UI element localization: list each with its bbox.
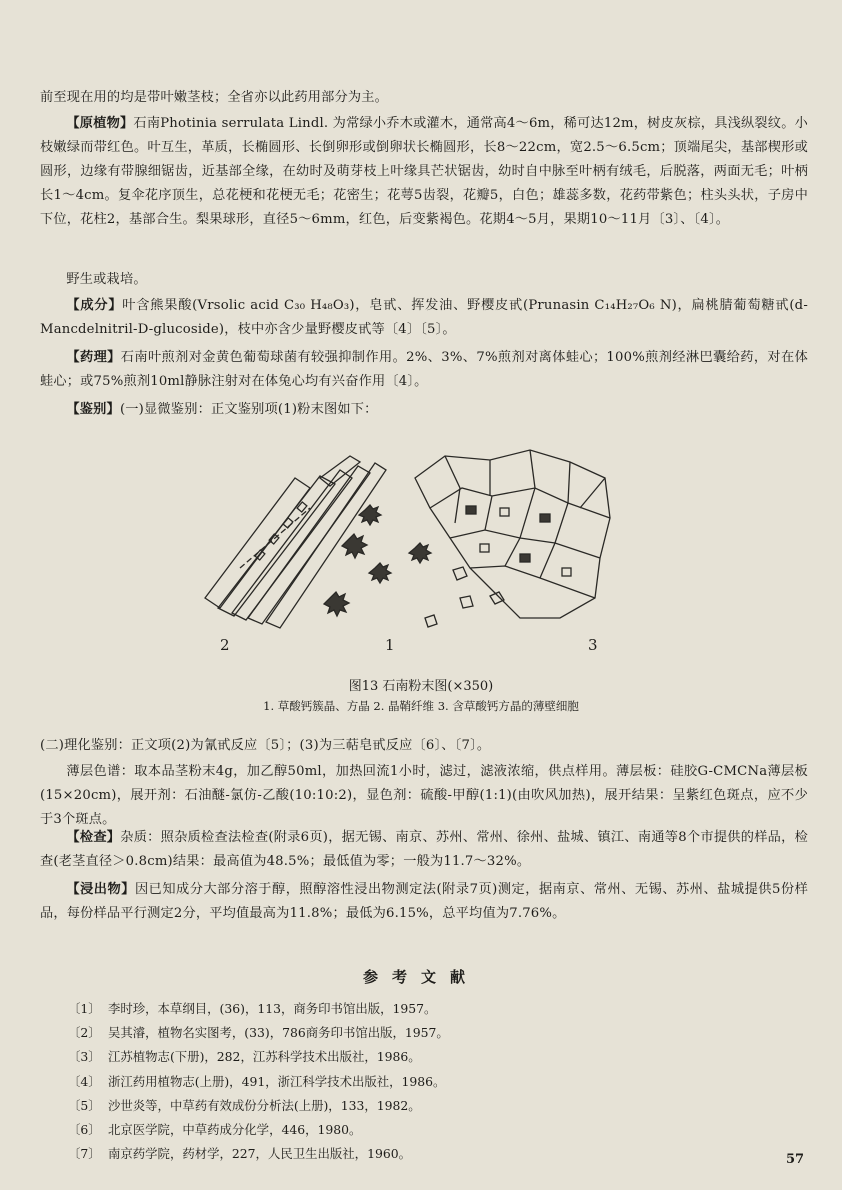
- pharmacology-section: [40, 346, 808, 394]
- figure-label-crystals: 1: [385, 636, 395, 654]
- reference-item: 〔5〕 沙世炎等，中草药有效成份分析法(上册)，133，1982。: [68, 1097, 421, 1113]
- pharmacology-label: 【药理】: [66, 350, 121, 365]
- components-section: [40, 294, 808, 342]
- reference-item: 〔3〕 江苏植物志(下册)，282，江苏科学技术出版社，1986。: [68, 1049, 421, 1065]
- figure-subcaption: 1. 草酸钙簇晶、方晶 2. 晶鞘纤维 3. 含草酸钙方晶的薄壁细胞: [263, 699, 579, 713]
- references-list: [68, 997, 768, 1166]
- reference-item: 〔1〕 李时珍，本草纲目，(36)，113，商务印书馆出版，1957。: [68, 1001, 437, 1016]
- inspection-section: [40, 826, 808, 874]
- extract-section: [40, 878, 808, 926]
- identification-text: (一)显微鉴别：正文鉴别项(1)粉末图如下：: [119, 402, 378, 417]
- components-label: 【成分】: [66, 298, 123, 313]
- reference-item: 〔2〕 吴其濬，植物名实图考，(33)，786商务印书馆出版，1957。: [68, 1025, 449, 1041]
- chemical-identification: (二)理化鉴别：正文项(2)为氰甙反应〔5〕；(3)为三萜皂甙反应〔6〕、〔7〕。: [40, 738, 491, 753]
- habitat-paragraph: 野生或栽培。: [66, 272, 147, 287]
- parenchyma-cells: [415, 450, 610, 618]
- reference-item: 〔6〕 北京医学院，中草药成分化学，446，1980。: [68, 1122, 362, 1138]
- figure-label-fiber: 2: [220, 636, 230, 654]
- inspection-text: 杂质：照杂质检查法检查(附录6页)，据无锡、南京、苏州、常州、徐州、盐城、镇江、南通等8个市提供的样品，检查(老茎直径＞0.8cm)结果：最高值为48.5%；最低值为零；一般为11.7～32%。: [40, 830, 808, 869]
- extract-text: 因已知成分大部分溶于醇，照醇溶性浸出物测定法(附录7页)测定，据南京、常州、无锡、苏州、盐城提供5份样品，每份样品平行测定2分，平均值最高为11.8%；最低为6.15%，总平均值为7.76%。: [40, 882, 808, 921]
- page-number: 57: [786, 1152, 805, 1167]
- tlc-paragraph: 薄层色谱：取本品茎粉末4g，加乙醇50ml，加热回流1小时，滤过，滤液浓缩，供点样用。薄层板：硅胶G-CMCNa薄层板(15×20cm)，展开剂：石油醚-氯仿-乙酸(10:10:2)，显色剂：硫酸-甲醇(1:1)(由吹风加热)，展开结果：呈紫红色斑点，应不少于3个斑点。: [40, 764, 808, 827]
- original-plant-label: 【原植物】: [66, 116, 134, 131]
- reference-item: 〔4〕 浙江药用植物志(上册)，491，浙江科学技术出版社，1986。: [68, 1073, 446, 1089]
- figure-caption: 图13 石南粉末图(×350): [348, 679, 494, 694]
- components-text: 叶含熊果酸(Vrsolic acid C₃₀ H₄₈O₃)，皂甙、挥发油、野樱皮甙(Prunasin C₁₄H₂₇O₆ N)，扁桃腈葡萄糖甙(d-Mancdelnitril-D-glucoside)，枝中亦含少量野樱皮甙等〔4〕〔5〕。: [40, 298, 808, 337]
- original-plant-section: [40, 112, 808, 232]
- identification-label: 【鉴别】: [66, 402, 120, 417]
- figure-label-cells: 3: [588, 636, 598, 654]
- reference-item: 〔7〕 南京药学院，药材学，227，人民卫生出版社，1960。: [68, 1146, 411, 1162]
- original-plant-text: 石南Photinia serrulata Lindl. 为常绿小乔木或灌木，通常高4～6m，稀可达12m，树皮灰棕，具浅纵裂纹。小枝嫩绿而带红色。叶互生，革质，长椭圆形、长倒卵形或倒卵状长椭圆形，长8～22cm，宽2.5～6.5cm；顶端尾尖，基部楔形或圆形，边缘有带腺细锯齿，近基部全缘，在幼时及萌芽枝上叶缘具芒状锯齿，幼时自中脉至叶柄有绒毛，后脱落，两面无毛；叶柄长1～4cm。复伞花序顶生，总花梗和花梗无毛；花密生；花萼5齿裂，花瓣5，白色；雄蕊多数，花药带紫色；柱头头状，子房中下位，花柱2，基部合生。梨果球形，直径5～6mm，红色，后变紫褐色。花期4～5月，果期10～11月〔3〕、〔4〕。: [40, 116, 809, 227]
- intro-paragraph: 前至现在用的均是带叶嫩茎枝；全省亦以此药用部分为主。: [40, 90, 389, 105]
- extract-label: 【浸出物】: [66, 882, 135, 897]
- references-title: 参考文献: [362, 968, 479, 986]
- powder-figure: [200, 448, 620, 663]
- identification-section: [40, 398, 808, 422]
- powder-drawing: [200, 448, 620, 633]
- pharmacology-text: 石南叶煎剂对金黄色葡萄球菌有较强抑制作用。2%、3%、7%煎剂对离体蛙心；100%煎剂经淋巴囊给药，对在体蛙心；或75%煎剂10ml静脉注射对在体兔心均有兴奋作用〔4〕。: [40, 350, 809, 389]
- inspection-label: 【检查】: [66, 830, 121, 845]
